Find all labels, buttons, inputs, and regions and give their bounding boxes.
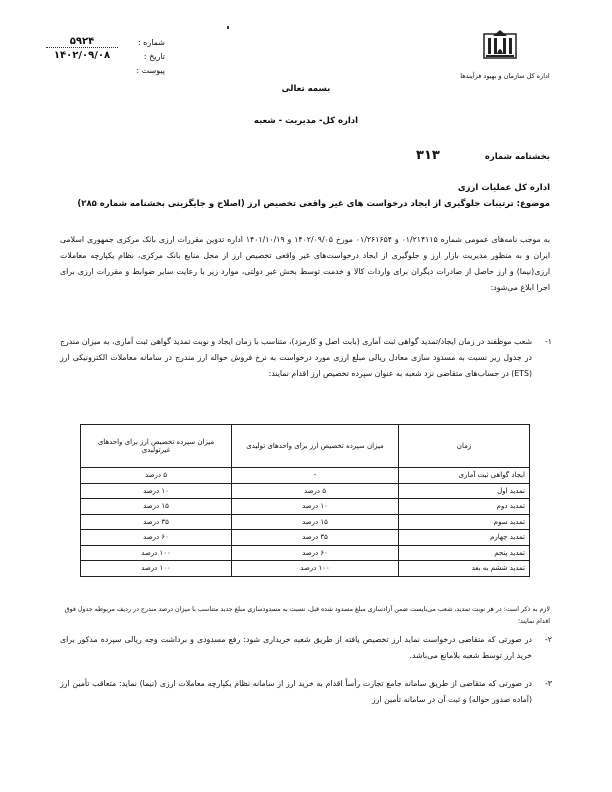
item-3-text: در صورتی که متقاضی از طریق سامانه جامع تجارت رأساً اقدام به خرید ارز از سامانه نظام یکپارچه معاملات ارزی (نیما) نماید: متعاقب تأمین ارز (آماده صدور حواله) و ثبت آن در سامانه تأمین ارز (60, 679, 532, 704)
table-cell: ۱۰۰ درصد (81, 561, 232, 577)
department-line: اداره کل- مدیریت - شعبه (253, 116, 359, 126)
document-meta (30, 38, 165, 80)
subject-line: موضوع: ترتیبات جلوگیری از ایجاد درخواست های غیر واقعی تخصیص ارز (اصلاح و جایگزینی بخشنامه شماره ۲۸۵) (77, 199, 550, 209)
table-row (81, 483, 530, 499)
table-header: زمان (399, 425, 530, 468)
table-cell: تمدید دوم (399, 499, 530, 515)
item-1-number: ۱- (544, 337, 552, 346)
table-cell: ۳۵ درصد (232, 530, 399, 546)
table-cell: ۶۰ درصد (232, 545, 399, 561)
item-3 (60, 676, 550, 708)
table-row (81, 545, 530, 561)
table-cell: تمدید سوم (399, 514, 530, 530)
table-note: لازم به ذکر است: در هر نوبت تمدید، شعب می‌بایست ضمن آزادسازی مبلغ مسدود شده قبل، نسبت به مسدودسازی مبلغ جدید متناسب با میزان درصد مندرج در ردیف مربوطه جدول فوق اقدام نمایند؛ (64, 606, 550, 625)
number-label: شماره : (137, 38, 165, 47)
circular-heading (416, 148, 550, 163)
table-row (81, 561, 530, 577)
item-2 (60, 632, 550, 664)
table-cell: ایجاد گواهی ثبت آماری (399, 468, 530, 484)
table-cell: تمدید ششم به بعد (399, 561, 530, 577)
item-1-text: شعب موظفند در زمان ایجاد/تمدید گواهی ثبت آماری (بابت اصل و کارمزد)، متناسب با زمان ایجاد و نوبت تمدید گواهی ثبت آماری، به میزان مندرج در جدول زیر نسبت به مسدود سازی معادل ریالی مبلغ ارزی مورد درخواست به نرخ فروش حواله ارز مندرج در سامانه معاملات الکترونیکی ارز (ETS) در حساب‌های متقاضی نزد شعبه به عنوان سپرده تخصیص ارز اقدام نمایند: (60, 337, 532, 378)
table-header: میزان سپرده تخصیص ارز برای واحدهای تولیدی (232, 425, 399, 468)
operations-dept: اداره کل عملیات ارزی (457, 183, 550, 193)
table-cell: ۱۰۰ درصد (81, 545, 232, 561)
table-cell: ۱۰۰ درصد (232, 561, 399, 577)
table-cell: - (232, 468, 399, 484)
item-2-number: ۲- (544, 635, 552, 644)
item-1 (60, 334, 550, 382)
bank-logo-icon (483, 26, 517, 66)
item-2-text: در صورتی که متقاضی درخواست نماید ارز تخصیص یافته از طریق شعبه خریداری شود: رفع مسدودی و برداشت وجه ریالی سپرده مذکور برای خرید ارز توسط شعبه بلامانع می‌باشد. (60, 635, 532, 660)
table-row (81, 530, 530, 546)
date-label: تاریخ : (143, 52, 165, 61)
attachment-label: پیوست : (136, 66, 165, 75)
date-value: ۱۴۰۲/۰۹/۰۸ (53, 50, 111, 61)
circular-number: ۳۱۳ (416, 148, 440, 163)
table-row (81, 468, 530, 484)
table-cell: تمدید پنجم (399, 545, 530, 561)
table-row (81, 514, 530, 530)
table-cell: ۵ درصد (232, 483, 399, 499)
table-cell: تمدید اول (399, 483, 530, 499)
circular-label: بخشنامه شماره (484, 152, 550, 162)
item-3-number: ۳- (544, 679, 552, 688)
table-row (81, 499, 530, 515)
basmala: بسمه تعالی (281, 84, 331, 94)
table-cell: تمدید چهارم (399, 530, 530, 546)
table-cell: ۱۰ درصد (232, 499, 399, 515)
table-cell: ۶۰ درصد (81, 530, 232, 546)
table-cell: ۱۵ درصد (81, 499, 232, 515)
organization-name: اداره کل سازمان و بهبود فرآیندها (460, 72, 550, 80)
ink-mark (227, 26, 229, 29)
table-cell: ۵ درصد (81, 468, 232, 484)
table-header-row (81, 425, 530, 468)
table-header: میزان سپرده تخصیص ارز برای واحدهای غیرتولیدی (81, 425, 232, 468)
table-cell: ۱۰ درصد (81, 483, 232, 499)
table-cell: ۳۵ درصد (81, 514, 232, 530)
intro-paragraph: به موجب نامه‌های عمومی شماره ۰۱/۲۱۴۱۱۵ و ۰۱/۲۶۱۶۵۴ مورخ ۱۴۰۲/۰۹/۰۵ و ۱۴۰۱/۱۰/۱۹ اداره تدوین مقررات ارزی بانک مرکزی جمهوری اسلامی ایران و به منظور مدیریت بازار ارز و جلوگیری از ایجاد درخواست‌های غیر واقعی تخصیص ارز از محل منابع بانک مرکزی، نظام یکپارچه معاملات ارزی(نیما) و ارز حاصل از صادرات دیگران برای واردات کالا و خدمت توسط بخش غیر دولتی، موارد زیر با رعایت سایر ضوابط و مقررات ارزی برای اجرا ابلاغ می‌شود: (60, 235, 551, 292)
table-cell: ۱۵ درصد (232, 514, 399, 530)
deposit-table (80, 424, 530, 577)
number-value: ۵۹۲۴ (46, 36, 118, 48)
